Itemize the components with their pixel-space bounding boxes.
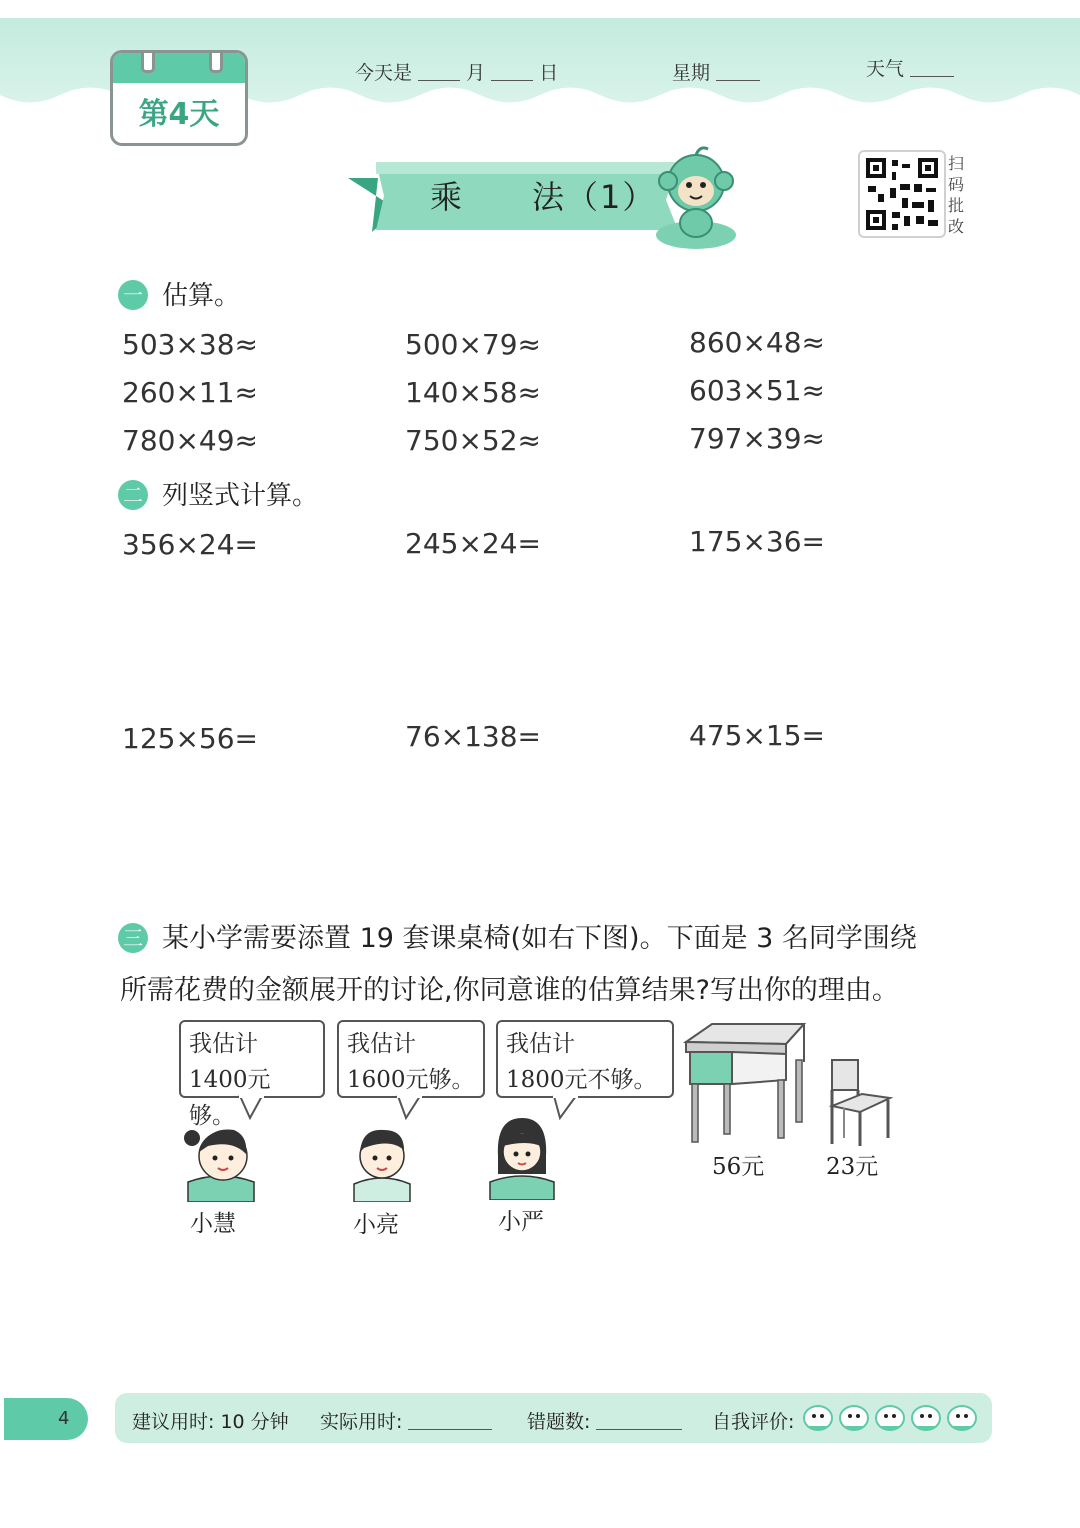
estimate-problem: 140×58≈ <box>405 376 541 409</box>
section3-question-line1: 某小学需要添置 19 套课桌椅(如右下图)。下面是 3 名同学围绕 <box>162 923 917 954</box>
qr-code[interactable] <box>858 150 946 238</box>
bubble-line: 1600元够。 <box>347 1067 475 1093</box>
girl-xiaoyan-icon <box>486 1112 558 1200</box>
bubble-line: 我估计 <box>347 1031 416 1057</box>
weather-blank[interactable] <box>910 58 954 77</box>
vertical-calc-problem: 175×36= <box>689 525 825 558</box>
actual-time-field <box>320 1407 492 1434</box>
chair-icon <box>826 1058 894 1148</box>
section3-question-line2: 所需花费的金额展开的讨论,你同意谁的估算结果?写出你的理由。 <box>120 975 899 1006</box>
section3-text-line1 <box>118 916 917 955</box>
estimate-problem: 750×52≈ <box>405 424 541 457</box>
chair-price: 23元 <box>826 1154 879 1180</box>
bubble-line: 1800元不够。 <box>506 1067 657 1093</box>
bubble-line: 我估计 <box>506 1031 575 1057</box>
section2-badge: 二 <box>118 480 148 510</box>
error-count-blank[interactable] <box>596 1411 682 1430</box>
student-name-xiaoyan: 小严 <box>498 1209 544 1235</box>
section3-badge: 三 <box>118 923 148 953</box>
section1-title: 估算。 <box>162 281 241 311</box>
error-count-field <box>527 1407 682 1434</box>
month-label: 月 <box>466 62 486 84</box>
vertical-calc-problem: 475×15= <box>689 719 825 752</box>
desk-icon <box>682 1022 808 1144</box>
vertical-calc-problem: 245×24= <box>405 527 541 560</box>
weather-field <box>866 54 954 81</box>
girl-xiaohui-icon <box>178 1118 264 1202</box>
vertical-calc-problem: 76×138= <box>405 720 541 753</box>
estimate-problem: 780×49≈ <box>122 424 258 457</box>
weekday-blank[interactable] <box>716 62 760 81</box>
actual-time-blank[interactable] <box>408 1411 492 1430</box>
estimate-problem: 860×48≈ <box>689 326 825 359</box>
vertical-calc-problem: 356×24= <box>122 528 258 561</box>
bubble-line: 我估计 <box>189 1031 258 1057</box>
desk-price: 56元 <box>712 1154 765 1180</box>
date-today-label: 今天是 <box>355 62 413 84</box>
section2-heading <box>118 475 318 512</box>
speech-bubble-xiaoliang <box>337 1020 485 1098</box>
suggested-time: 建议用时: 10 分钟 <box>132 1411 289 1433</box>
speech-bubble-xiaoyan <box>496 1020 674 1098</box>
rating-face-icon[interactable] <box>874 1400 906 1432</box>
day-blank[interactable] <box>491 62 533 81</box>
section1-badge: 一 <box>118 280 148 310</box>
estimate-problem: 797×39≈ <box>689 422 825 455</box>
error-count-label: 错题数: <box>527 1411 591 1433</box>
page-number: 4 <box>58 1408 70 1429</box>
vertical-calc-problem: 125×56= <box>122 722 258 755</box>
month-blank[interactable] <box>418 62 460 81</box>
estimate-problem: 503×38≈ <box>122 328 258 361</box>
page-number-tab <box>4 1398 88 1440</box>
weekday-label: 星期 <box>672 62 711 84</box>
section1-heading <box>118 275 240 312</box>
qr-scan-label: 扫码批改 <box>948 154 965 236</box>
day-calendar-badge <box>110 50 248 146</box>
self-eval-label: 自我评价: <box>712 1411 795 1433</box>
estimate-problem: 603×51≈ <box>689 374 825 407</box>
section2-title: 列竖式计算。 <box>162 481 319 511</box>
rating-face-icon[interactable] <box>910 1400 942 1432</box>
calendar-ring-left <box>141 50 155 73</box>
qr-code-icon <box>862 154 942 234</box>
actual-time-label: 实际用时: <box>320 1411 403 1433</box>
estimate-problem: 500×79≈ <box>405 328 541 361</box>
bubble-line: 1400元够。 <box>189 1067 271 1129</box>
student-name-xiaohui: 小慧 <box>190 1211 236 1237</box>
boy-xiaoliang-icon <box>350 1118 414 1202</box>
rating-face-icon[interactable] <box>838 1400 870 1432</box>
estimate-problem: 260×11≈ <box>122 376 258 409</box>
day-label: 日 <box>539 62 559 84</box>
student-name-xiaoliang: 小亮 <box>353 1212 399 1238</box>
lesson-title: 乘 法（1） <box>430 178 657 216</box>
day-badge-text: 第4天 <box>138 97 220 132</box>
speech-bubble-xiaohui <box>179 1020 325 1129</box>
monkey-mascot-icon <box>650 143 742 251</box>
date-field <box>355 58 558 85</box>
rating-face-icon[interactable] <box>946 1400 978 1432</box>
weather-label: 天气 <box>866 58 905 80</box>
weekday-field <box>672 58 760 85</box>
rating-face-icon[interactable] <box>802 1400 834 1432</box>
calendar-ring-right <box>209 50 223 73</box>
